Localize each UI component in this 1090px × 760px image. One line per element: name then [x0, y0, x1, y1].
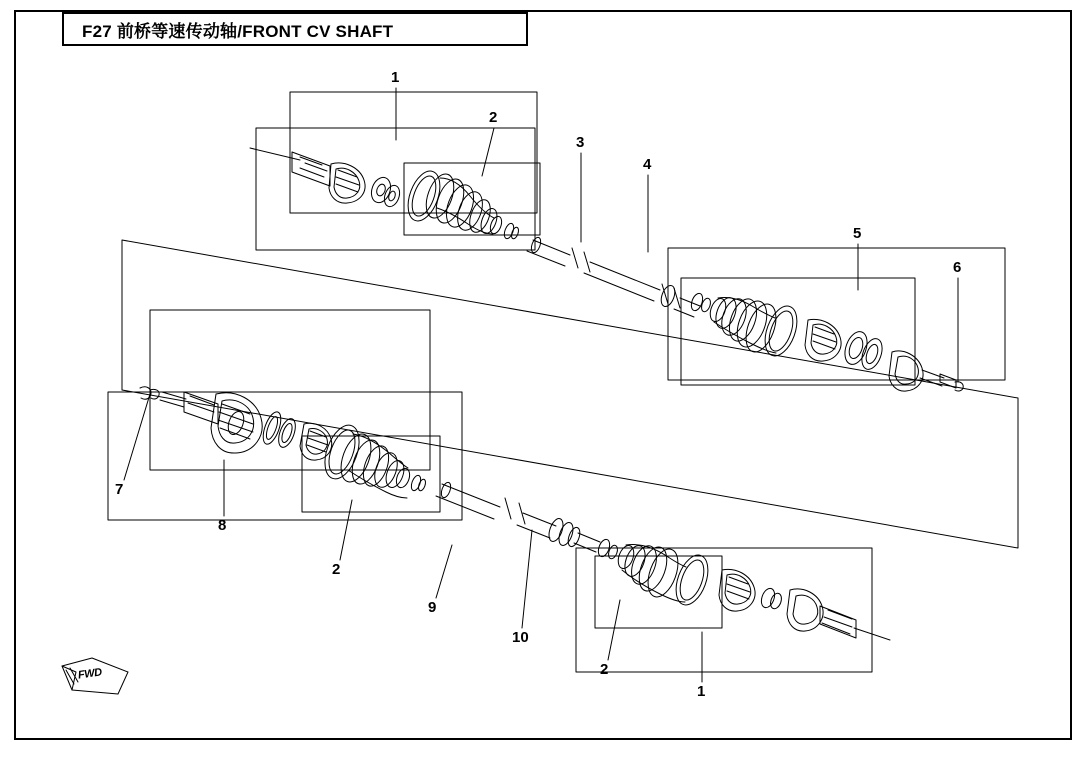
- callout-2-lower-left: 2: [332, 561, 341, 578]
- callout-2-top: 2: [489, 109, 498, 126]
- callout-1-top: 1: [391, 69, 400, 86]
- callout-7: 7: [115, 481, 124, 498]
- callout-10: 10: [512, 629, 529, 646]
- callout-3: 3: [576, 134, 585, 151]
- callout-9: 9: [428, 599, 437, 616]
- callout-5: 5: [853, 225, 862, 242]
- callout-4: 4: [643, 156, 652, 173]
- fwd-label: FWD: [77, 666, 103, 682]
- callout-2-lower-right: 2: [600, 661, 609, 678]
- page-title: F27 前桥等速传动轴/FRONT CV SHAFT: [82, 21, 394, 41]
- callout-1-bottom: 1: [697, 683, 706, 700]
- callout-6: 6: [953, 259, 962, 276]
- callout-8: 8: [218, 517, 227, 534]
